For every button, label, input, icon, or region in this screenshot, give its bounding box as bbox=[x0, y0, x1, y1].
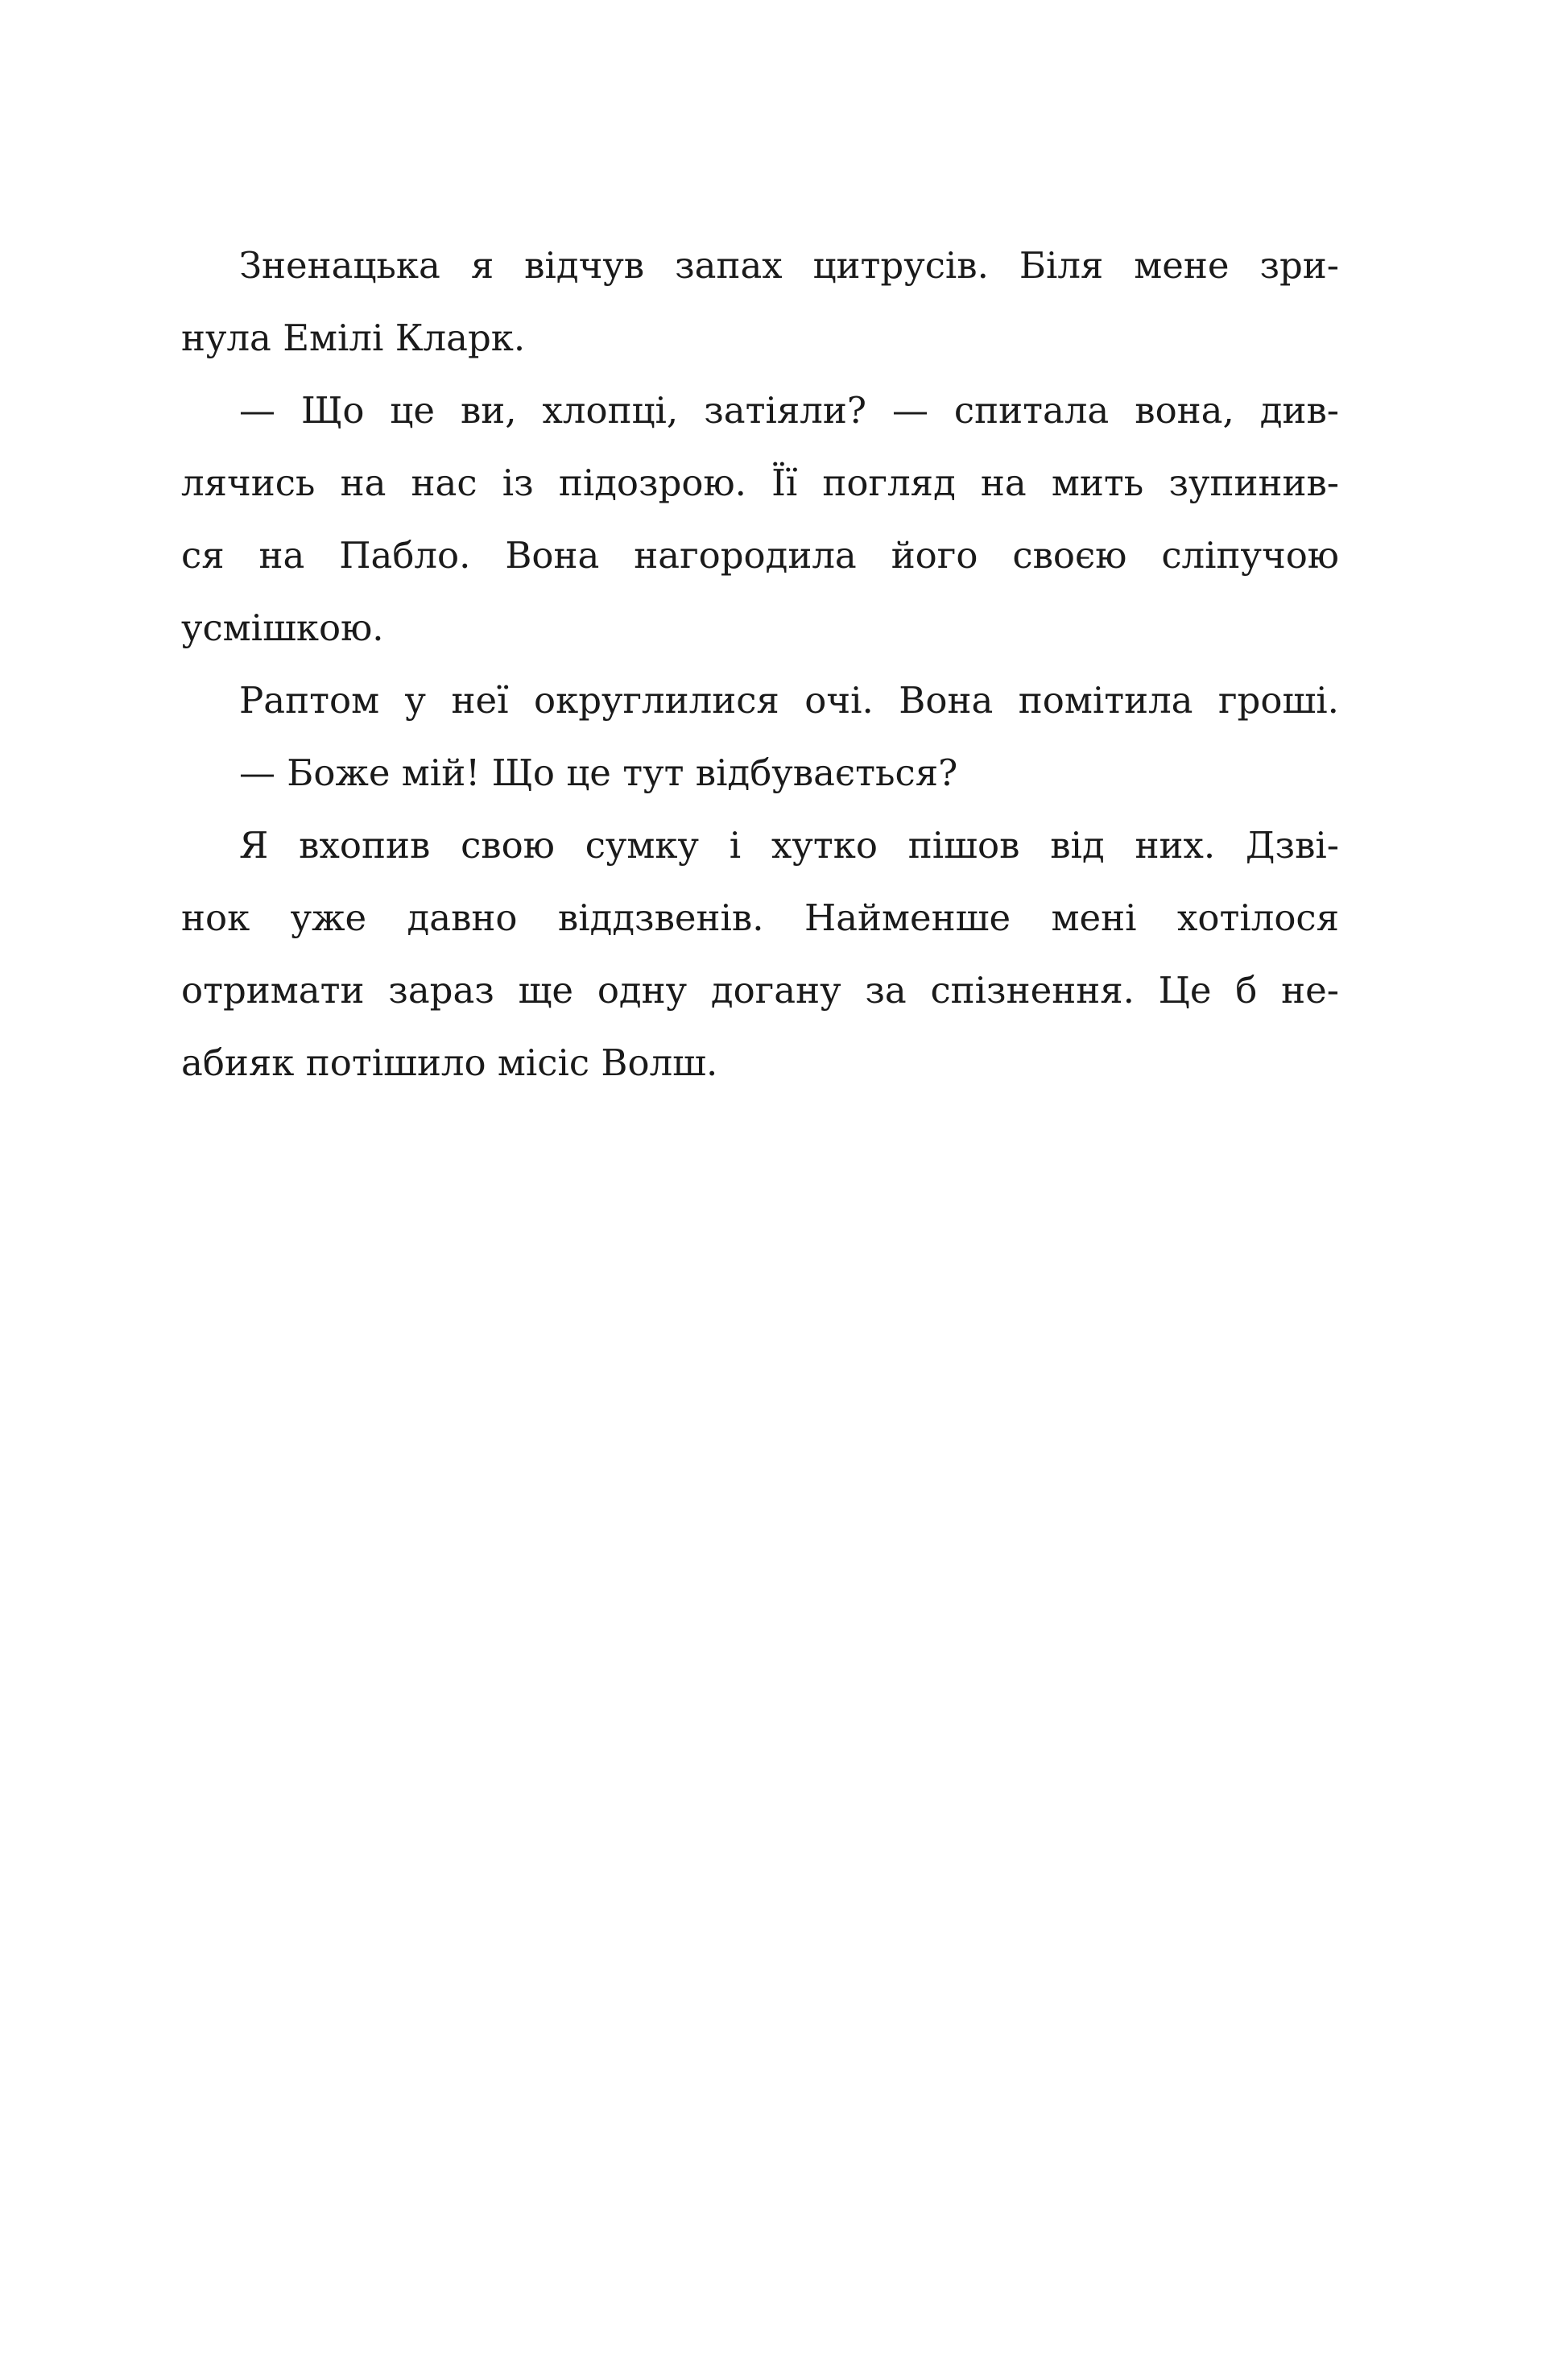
text-line: Раптом у неї округлилися очі. Вона помітила гроші. bbox=[239, 679, 1339, 722]
page-body-text bbox=[181, 230, 1339, 1099]
text-line: — Що це ви, хлопці, затіяли? — спитала вона, див- bbox=[239, 389, 1339, 432]
text-line: ся на Пабло. Вона нагородила його своєю сліпучою bbox=[181, 534, 1339, 577]
text-line: отримати зараз ще одну догану за спізнення. Це б не- bbox=[181, 969, 1339, 1012]
text-line: абияк потішило місіс Волш. bbox=[181, 1041, 718, 1084]
text-line: Я вхопив свою сумку і хутко пішов від них. Дзві- bbox=[239, 824, 1339, 867]
text-line: нула Емілі Кларк. bbox=[181, 317, 526, 359]
text-line: лячись на нас із підозрою. Її погляд на мить зупинив- bbox=[181, 462, 1339, 504]
text-line: — Боже мій! Що це тут відбувається? bbox=[239, 751, 958, 794]
text-line: нок уже давно віддзвенів. Найменше мені хотілося bbox=[181, 896, 1339, 939]
text-line: усмішкою. bbox=[181, 606, 384, 649]
text-line: Зненацька я відчув запах цитрусів. Біля мене зри- bbox=[239, 244, 1339, 287]
